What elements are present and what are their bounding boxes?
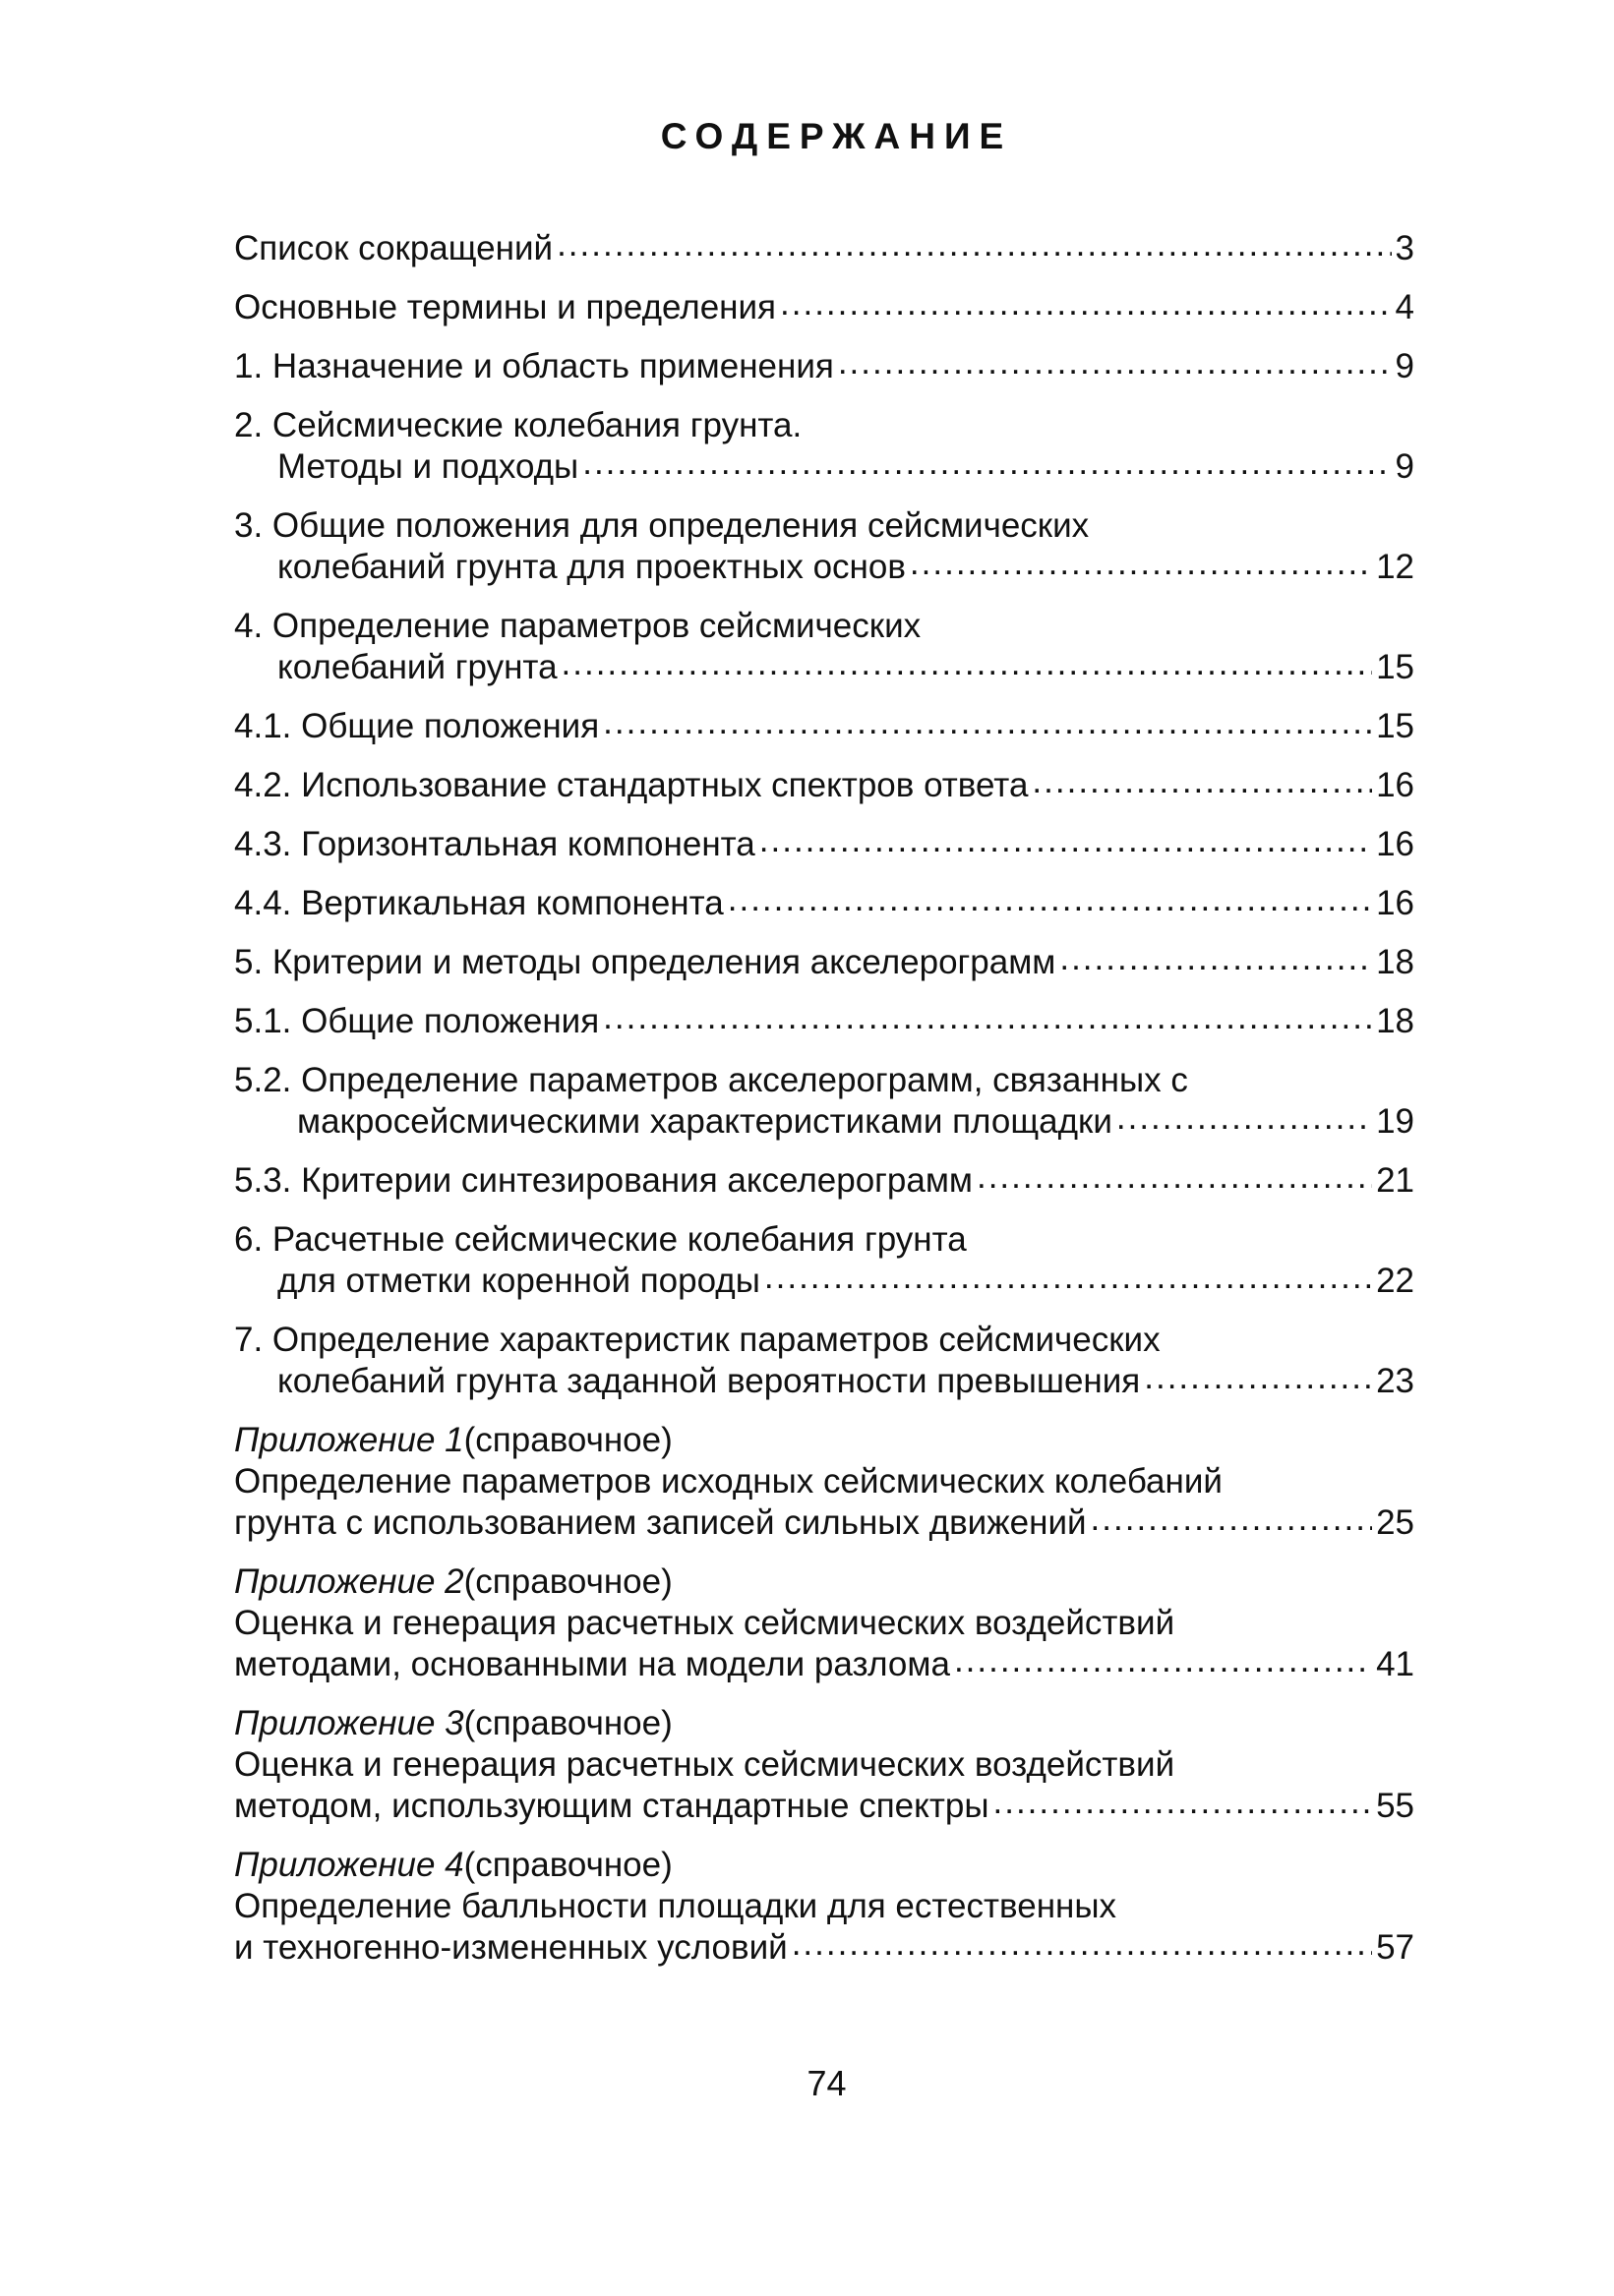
toc-entry[interactable]: [234, 1160, 1414, 1202]
appendix-label: Приложение 1: [234, 1421, 464, 1459]
toc-entry-page: 18: [1376, 943, 1414, 981]
toc-entry-page: 16: [1376, 766, 1414, 804]
toc-entry-title: 7. Определение характеристик параметров сейсмических: [234, 1321, 1161, 1359]
dot-leader: [954, 1646, 1372, 1676]
toc-entry-page: 12: [1376, 548, 1414, 586]
toc-appendix-entry[interactable]: [234, 1703, 1414, 1827]
appendix-title-continued: методами, основанными на модели разлома: [234, 1645, 950, 1683]
toc-entry-page: 16: [1376, 884, 1414, 922]
toc-entry-page: 9: [1395, 447, 1414, 486]
dot-leader: [993, 1788, 1373, 1817]
dot-leader: [838, 348, 1392, 378]
toc-entry-title: 5.1. Общие положения: [234, 1002, 600, 1040]
toc-entry[interactable]: [234, 228, 1414, 269]
toc-entry-title: 1. Назначение и область применения: [234, 347, 834, 385]
toc-entry-title: 6. Расчетные сейсмические колебания грунта: [234, 1220, 967, 1259]
toc-entry[interactable]: [234, 1060, 1414, 1143]
appendix-note: (справочное): [463, 1562, 673, 1601]
appendix-note: (справочное): [463, 1846, 673, 1884]
toc-entry-title-continued: колебаний грунта для проектных основ: [277, 548, 906, 586]
toc-entry-page: 55: [1376, 1787, 1414, 1825]
toc-entry-title-continued: колебаний грунта: [277, 648, 558, 686]
toc-entry[interactable]: [234, 706, 1414, 747]
toc-entry[interactable]: [234, 346, 1414, 387]
toc-entry[interactable]: [234, 883, 1414, 924]
toc-entry-page: 57: [1376, 1928, 1414, 1967]
dot-leader: [977, 1162, 1372, 1192]
toc-entry[interactable]: [234, 1320, 1414, 1402]
dot-leader: [557, 230, 1391, 260]
dot-leader: [1059, 944, 1372, 973]
dot-leader: [764, 1263, 1372, 1292]
toc-entry[interactable]: [234, 606, 1414, 688]
toc-entry-page: 4: [1395, 288, 1414, 326]
toc-entry[interactable]: [234, 942, 1414, 983]
toc-entry-title: Основные термины и пределения: [234, 288, 777, 326]
toc-entry-title: 3. Общие положения для определения сейсмических: [234, 506, 1090, 545]
dot-leader: [759, 826, 1372, 855]
appendix-note: (справочное): [463, 1704, 673, 1742]
dot-leader: [780, 289, 1392, 319]
toc-entry[interactable]: [234, 1219, 1414, 1302]
toc-entry-page: 41: [1376, 1645, 1414, 1683]
toc-entry-page: 19: [1376, 1102, 1414, 1141]
toc-entry-title: 5.2. Определение параметров акселерограмм, связанных с: [234, 1061, 1188, 1099]
toc-entry[interactable]: [234, 287, 1414, 328]
appendix-title: Оценка и генерация расчетных сейсмических воздействий: [234, 1745, 1175, 1784]
toc-entry-page: 16: [1376, 825, 1414, 863]
appendix-note: (справочное): [463, 1421, 673, 1459]
toc-entry-title: 4.4. Вертикальная компонента: [234, 884, 724, 922]
dot-leader: [1116, 1103, 1372, 1133]
toc-entry-title: 4. Определение параметров сейсмических: [234, 607, 922, 645]
appendix-title: Определение параметров исходных сейсмических колебаний: [234, 1462, 1223, 1501]
toc-entry-page: 3: [1395, 229, 1414, 267]
toc-entry-page: 25: [1376, 1503, 1414, 1542]
toc-appendix-entry[interactable]: [234, 1420, 1414, 1544]
toc-entry[interactable]: [234, 1001, 1414, 1042]
appendix-label: Приложение 4: [234, 1846, 464, 1884]
toc-entry-title: 4.2. Использование стандартных спектров ответа: [234, 766, 1029, 804]
toc-entry[interactable]: [234, 824, 1414, 865]
toc-entry-page: 9: [1395, 347, 1414, 385]
dot-leader: [603, 708, 1372, 737]
dot-leader: [603, 1003, 1372, 1032]
toc-appendix-entry[interactable]: [234, 1845, 1414, 1969]
toc-entry-page: 23: [1376, 1362, 1414, 1400]
dot-leader: [1032, 767, 1372, 796]
dot-leader: [1144, 1363, 1372, 1392]
toc-entry-title: 4.1. Общие положения: [234, 707, 600, 745]
page-number: 74: [807, 2063, 847, 2103]
toc-entry-page: 22: [1376, 1262, 1414, 1300]
appendix-label: Приложение 3: [234, 1704, 464, 1742]
toc-entry-page: 18: [1376, 1002, 1414, 1040]
dot-leader: [582, 448, 1391, 478]
dot-leader: [562, 649, 1373, 678]
dot-leader: [728, 885, 1372, 914]
toc-entry-title-continued: для отметки коренной породы: [277, 1262, 760, 1300]
appendix-label: Приложение 2: [234, 1562, 464, 1601]
toc-entry-title: 5. Критерии и методы определения акселерограмм: [234, 943, 1056, 981]
toc-entry-title: 4.3. Горизонтальная компонента: [234, 825, 755, 863]
toc-entry-title-continued: колебаний грунта заданной вероятности превышения: [277, 1362, 1141, 1400]
appendix-title: Определение балльности площадки для естественных: [234, 1887, 1117, 1925]
toc-entry-title-continued: Методы и подходы: [277, 447, 579, 486]
toc-entry[interactable]: [234, 405, 1414, 488]
appendix-title-continued: методом, использующим стандартные спектры: [234, 1787, 989, 1825]
dot-leader: [910, 549, 1372, 578]
toc-entry[interactable]: [234, 765, 1414, 806]
toc-entry[interactable]: [234, 505, 1414, 588]
toc-entry-page: 21: [1376, 1161, 1414, 1200]
toc-entry-title-continued: макросейсмическими характеристиками площадки: [297, 1102, 1112, 1141]
toc-entry-page: 15: [1376, 707, 1414, 745]
toc-entry-title: 2. Сейсмические колебания грунта.: [234, 406, 803, 444]
appendix-title: Оценка и генерация расчетных сейсмических воздействий: [234, 1604, 1175, 1642]
toc-entry-title: Список сокращений: [234, 229, 554, 267]
dot-leader: [792, 1929, 1372, 1959]
toc-appendix-entry[interactable]: [234, 1561, 1414, 1685]
toc-entry-page: 15: [1376, 648, 1414, 686]
appendix-title-continued: грунта с использованием записей сильных движений: [234, 1503, 1087, 1542]
dot-leader: [1091, 1504, 1373, 1534]
appendix-title-continued: и техногенно-измененных условий: [234, 1928, 788, 1967]
page-title: СОДЕРЖАНИЕ: [660, 116, 1013, 156]
table-of-contents: [234, 228, 1414, 1986]
toc-entry-title: 5.3. Критерии синтезирования акселерограмм: [234, 1161, 973, 1200]
